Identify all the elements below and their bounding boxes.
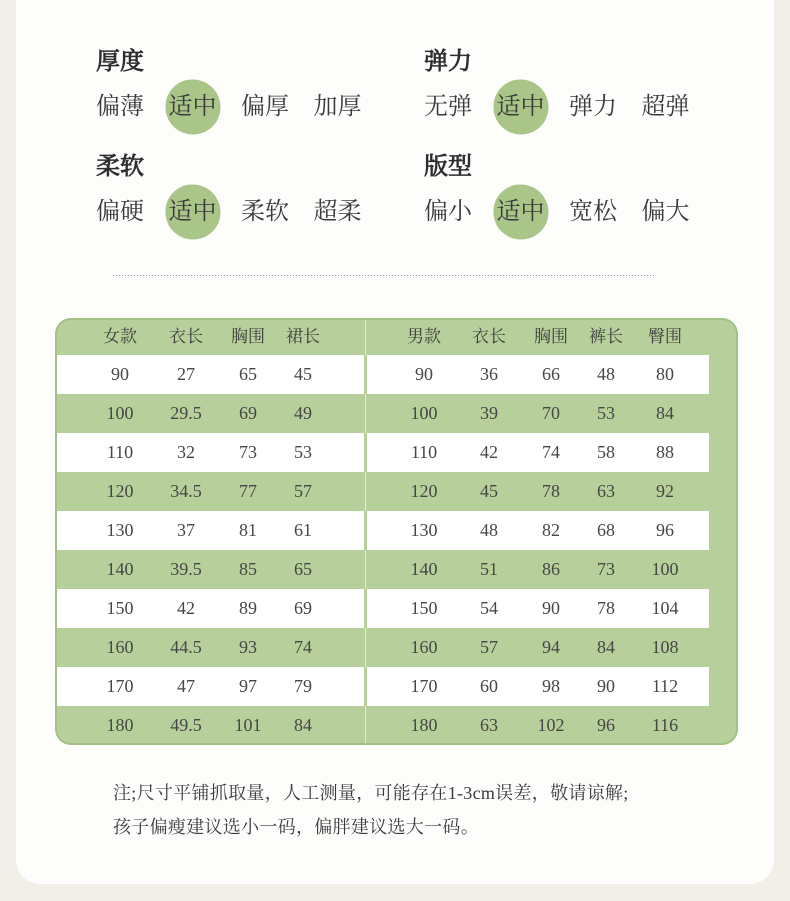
cell-women: 34.5: [170, 481, 202, 501]
cell-men: 108: [651, 637, 679, 657]
attr-option-selected: 适中: [168, 199, 217, 225]
cell-men: 66: [542, 364, 560, 384]
cell-women: 77: [239, 481, 257, 501]
attr-group-elasticity: [424, 47, 724, 127]
cell-women: 160: [106, 637, 134, 657]
size-note: [113, 776, 629, 844]
cell-men: 74: [542, 442, 560, 462]
cell-women: 37: [177, 520, 195, 540]
cell-women: 97: [239, 676, 257, 696]
cell-men: 104: [651, 598, 679, 618]
cell-men: 160: [410, 637, 438, 657]
attr-option: 偏大: [641, 199, 690, 225]
note-line-2: 孩子偏瘦建议选小一码，偏胖建议选大一码。: [113, 817, 479, 837]
column-header-women: 裙长: [286, 327, 320, 346]
cell-men: 63: [480, 715, 498, 735]
cell-women: 32: [177, 442, 195, 462]
cell-men: 92: [656, 481, 674, 501]
cell-women: 180: [106, 715, 134, 735]
cell-women: 79: [294, 676, 312, 696]
cell-men: 78: [542, 481, 560, 501]
attr-group-softness: [96, 152, 396, 232]
cell-women: 170: [106, 676, 134, 696]
cell-women: 140: [106, 559, 134, 579]
attr-options-thickness: [96, 92, 386, 122]
cell-women: 89: [239, 598, 257, 618]
column-header-men: 臀围: [648, 327, 682, 346]
attr-option: 弹力: [569, 94, 617, 120]
cell-men: 110: [410, 442, 438, 462]
cell-men: 84: [597, 637, 615, 657]
cell-women: 47: [177, 676, 195, 696]
attr-option: 加厚: [313, 94, 362, 120]
cell-men: 96: [656, 520, 674, 540]
cell-men: 48: [480, 520, 498, 540]
cell-women: 150: [106, 598, 134, 618]
attr-option-selected: 适中: [496, 94, 545, 120]
attr-option: 偏薄: [96, 94, 144, 120]
cell-women: 65: [294, 559, 312, 579]
cell-men: 170: [410, 676, 438, 696]
cell-women: 57: [294, 481, 312, 501]
cell-men: 48: [597, 364, 615, 384]
cell-men: 80: [656, 364, 674, 384]
cell-men: 78: [597, 598, 615, 618]
note-line-1: 注;尺寸平铺抓取量，人工测量，可能存在1-3cm误差，敬请谅解;: [113, 783, 629, 803]
column-header-men: 胸围: [534, 327, 568, 346]
cell-men: 120: [410, 481, 438, 501]
cell-women: 85: [239, 559, 257, 579]
attr-option: 超柔: [313, 199, 362, 225]
cell-men: 90: [415, 364, 433, 384]
cell-men: 68: [597, 520, 615, 540]
cell-women: 29.5: [170, 403, 202, 423]
cell-men: 150: [410, 598, 438, 618]
cell-men: 102: [537, 715, 565, 735]
attr-options-fit: [424, 197, 714, 227]
cell-women: 27: [177, 364, 195, 384]
column-header-men: 男款: [407, 327, 441, 346]
column-header-men: 裤长: [589, 327, 623, 346]
attr-title-thickness: 厚度: [96, 49, 144, 75]
cell-women: 93: [239, 637, 257, 657]
column-header-men: 衣长: [472, 327, 506, 346]
cell-men: 63: [597, 481, 615, 501]
attr-option: 偏硬: [96, 199, 144, 225]
cell-men: 86: [542, 559, 560, 579]
cell-women: 49.5: [170, 715, 202, 735]
cell-men: 53: [597, 403, 615, 423]
cell-women: 42: [177, 598, 195, 618]
cell-women: 39.5: [170, 559, 202, 579]
cell-men: 58: [597, 442, 615, 462]
cell-men: 73: [597, 559, 615, 579]
cell-men: 100: [651, 559, 679, 579]
cell-men: 84: [656, 403, 674, 423]
cell-women: 130: [106, 520, 134, 540]
attr-option: 柔软: [241, 199, 289, 225]
dotted-divider: [113, 275, 655, 276]
cell-women: 81: [239, 520, 257, 540]
attr-option: 偏小: [424, 199, 472, 225]
cell-men: 88: [656, 442, 674, 462]
cell-women: 53: [294, 442, 312, 462]
cell-men: 112: [651, 676, 679, 696]
column-header-women: 胸围: [231, 327, 265, 346]
column-header-women: 女款: [103, 327, 137, 346]
cell-women: 90: [111, 364, 129, 384]
cell-men: 90: [542, 598, 560, 618]
attr-title-fit: 版型: [424, 154, 472, 180]
attr-options-elasticity: [424, 92, 714, 122]
cell-men: 42: [480, 442, 498, 462]
cell-women: 65: [239, 364, 257, 384]
attr-title-softness: 柔软: [96, 154, 144, 180]
cell-men: 98: [542, 676, 560, 696]
cell-men: 51: [480, 559, 498, 579]
cell-men: 96: [597, 715, 615, 735]
attr-option: 无弹: [424, 94, 472, 120]
cell-women: 100: [106, 403, 134, 423]
cell-women: 69: [294, 598, 312, 618]
cell-men: 45: [480, 481, 498, 501]
cell-women: 120: [106, 481, 134, 501]
cell-men: 82: [542, 520, 560, 540]
cell-women: 74: [294, 637, 312, 657]
attr-options-softness: [96, 197, 386, 227]
cell-women: 73: [239, 442, 257, 462]
attr-option: 超弹: [641, 94, 690, 120]
cell-men: 57: [480, 637, 498, 657]
cell-women: 101: [234, 715, 262, 735]
cell-women: 49: [294, 403, 312, 423]
attr-group-fit: [424, 152, 724, 232]
cell-men: 39: [480, 403, 498, 423]
attr-title-elasticity: 弹力: [424, 49, 472, 75]
cell-men: 90: [597, 676, 615, 696]
cell-men: 130: [410, 520, 438, 540]
cell-women: 61: [294, 520, 312, 540]
cell-women: 110: [106, 442, 134, 462]
attr-option: 偏厚: [241, 94, 289, 120]
cell-women: 69: [239, 403, 257, 423]
table-frame: [55, 318, 738, 745]
attr-option: 宽松: [569, 199, 617, 225]
cell-men: 140: [410, 559, 438, 579]
cell-men: 60: [480, 676, 498, 696]
cell-men: 36: [480, 364, 498, 384]
cell-women: 84: [294, 715, 312, 735]
cell-men: 94: [542, 637, 560, 657]
attr-option-selected: 适中: [496, 199, 545, 225]
cell-men: 116: [651, 715, 679, 735]
cell-men: 54: [480, 598, 498, 618]
size-table: [55, 318, 738, 745]
cell-women: 44.5: [170, 637, 202, 657]
cell-men: 180: [410, 715, 438, 735]
attr-option-selected: 适中: [168, 94, 217, 120]
attr-group-thickness: [96, 47, 396, 127]
cell-men: 70: [542, 403, 560, 423]
column-header-women: 衣长: [169, 327, 203, 346]
cell-men: 100: [410, 403, 438, 423]
cell-women: 45: [294, 364, 312, 384]
